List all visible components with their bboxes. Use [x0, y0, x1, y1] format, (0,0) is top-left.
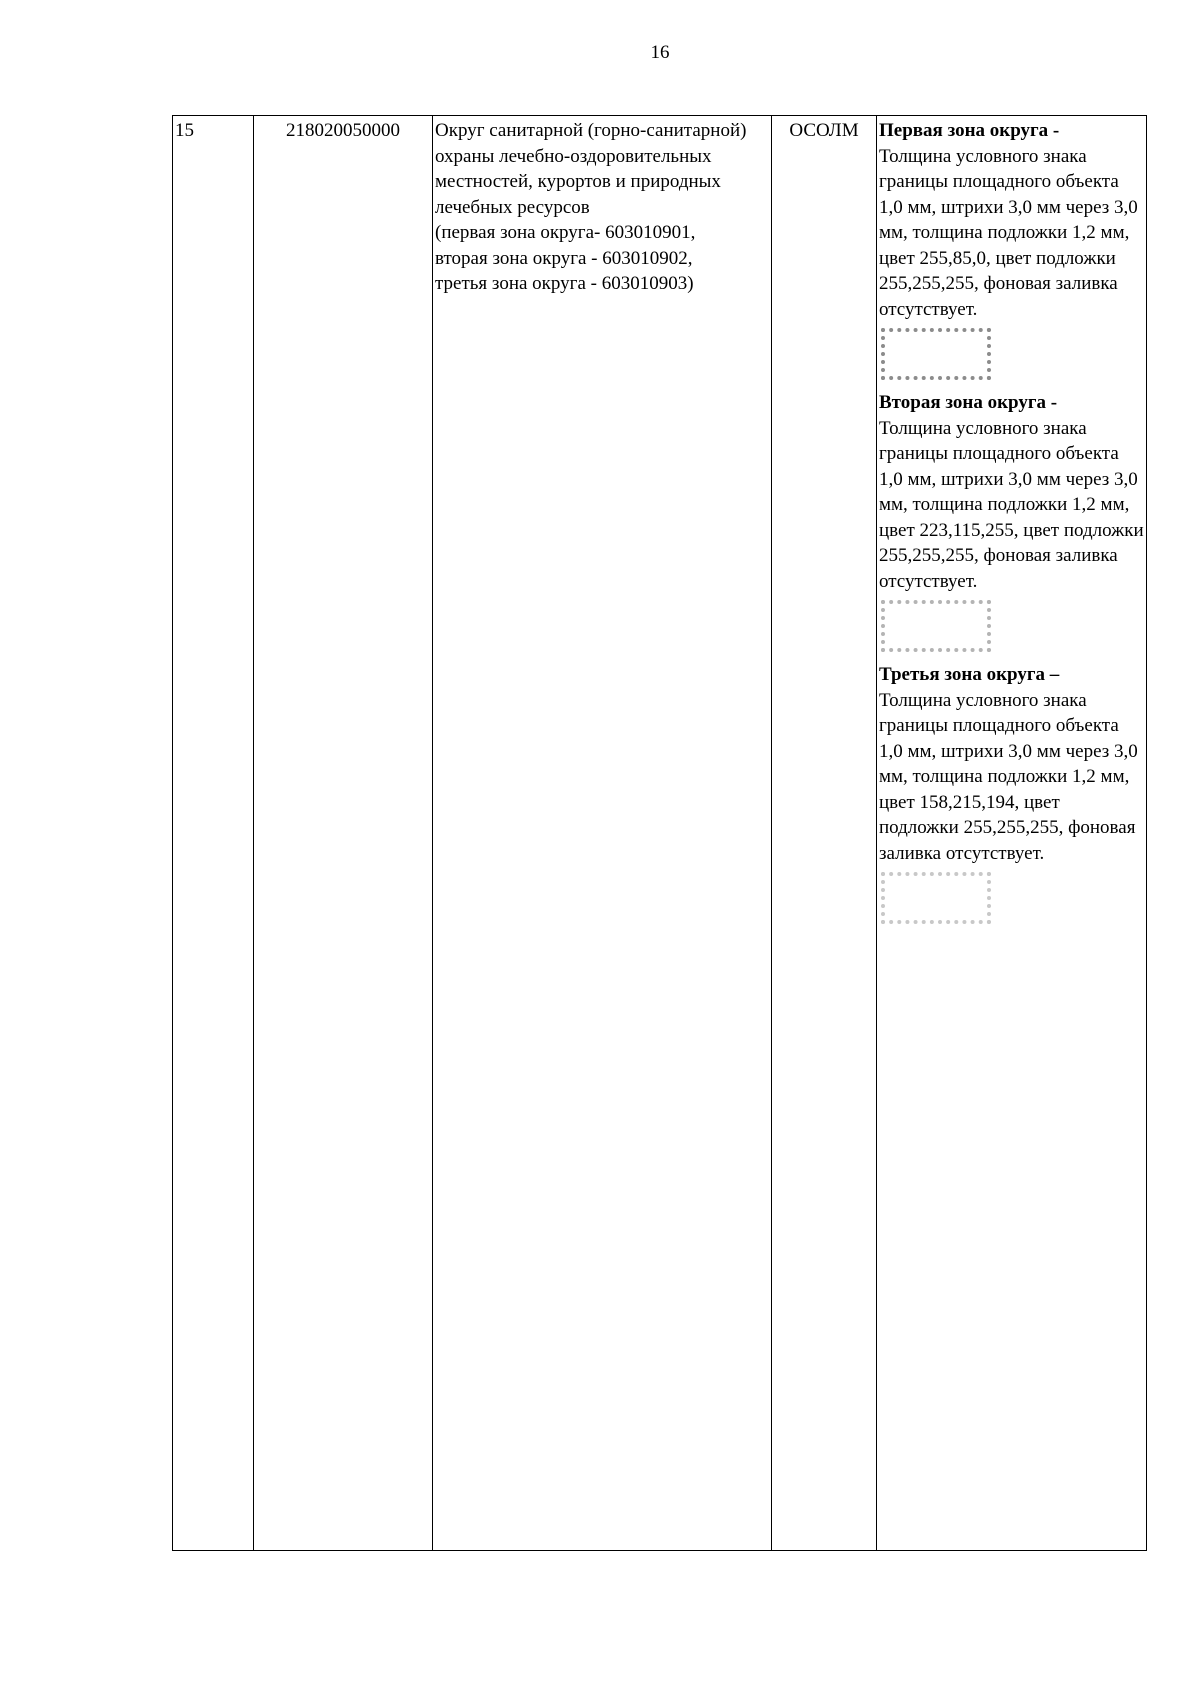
zone-first — [879, 118, 1144, 380]
zone-second — [879, 390, 1144, 652]
zone-code-line: (первая зона округа- 603010901, — [435, 222, 696, 243]
zone-title: Первая зона округа - — [879, 120, 1060, 141]
zone-description: Толщина условного знака границы площадного объекта 1,0 мм, штрихи 3,0 мм через 3,0 мм, толщина подложки 1,2 мм, цвет 158,215,194, цвет подложки 255,255,255, фоновая заливка отсутствует. — [879, 689, 1138, 864]
code-cell — [254, 116, 433, 1551]
object-name: Округ санитарной (горно-санитарной) охраны лечебно-оздоровительных местностей, курортов и природных лечебных ресурсов — [435, 120, 747, 218]
zone-description: Толщина условного знака границы площадного объекта 1,0 мм, штрихи 3,0 мм через 3,0 мм, толщина подложки 1,2 мм, цвет 255,85,0, цвет подложки 255,255,255, фоновая заливка отсутствует. — [879, 145, 1138, 320]
zone-title: Вторая зона округа - — [879, 392, 1058, 413]
description-cell — [877, 116, 1147, 1551]
symbol-table — [172, 115, 1147, 1551]
zone-third — [879, 662, 1144, 924]
row-number: 15 — [175, 120, 194, 141]
object-abbreviation: ОСОЛМ — [789, 120, 859, 141]
zone-codes-note — [435, 220, 769, 297]
zone-boundary-sample — [881, 600, 991, 652]
zone-title: Третья зона округа – — [879, 664, 1060, 685]
row-number-cell — [173, 116, 254, 1551]
table-row — [173, 116, 1147, 1551]
abbr-cell — [772, 116, 877, 1551]
zone-boundary-sample — [881, 328, 991, 380]
name-cell — [433, 116, 772, 1551]
classifier-code: 218020050000 — [286, 120, 400, 141]
page-number: 16 — [650, 42, 670, 63]
zone-boundary-sample — [881, 872, 991, 924]
zone-description: Толщина условного знака границы площадного объекта 1,0 мм, штрихи 3,0 мм через 3,0 мм, толщина подложки 1,2 мм, цвет 223,115,255, цвет подложки 255,255,255, фоновая заливка отсутствует. — [879, 417, 1144, 592]
zone-code-line: третья зона округа - 603010903) — [435, 273, 694, 294]
zone-code-line: вторая зона округа - 603010902, — [435, 247, 693, 269]
